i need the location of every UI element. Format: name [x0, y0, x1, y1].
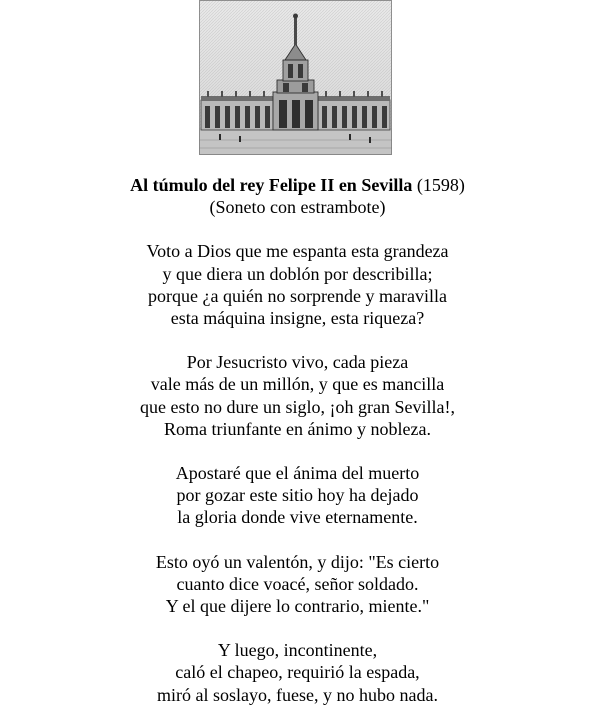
stanza-4: [0, 551, 595, 618]
verse-line: Y luego, incontinente,: [217, 640, 378, 661]
verse-line: vale más de un millón, y que es mancilla: [150, 374, 445, 395]
verse-line: cuanto dice voacé, señor soldado.: [176, 573, 419, 594]
verse-line: por gozar este sitio hoy ha dejado: [176, 485, 419, 506]
verse-line: la gloria donde vive eternamente.: [177, 507, 418, 528]
verse-line: Por Jesucristo vivo, cada pieza: [186, 352, 409, 373]
verse-line: Apostaré que el ánima del muerto: [175, 463, 420, 484]
verse-line: Esto oyó un valentón, y dijo: "Es cierto: [155, 551, 440, 572]
verse-line: Voto a Dios que me espanta esta grandeza: [146, 241, 449, 262]
stanza-1: [0, 240, 595, 329]
verse-line: caló el chapeo, requirió la espada,: [175, 662, 420, 683]
engraving-image: [199, 0, 392, 155]
poem-year: (1598): [416, 175, 465, 195]
stanza-2: [0, 351, 595, 440]
verse-line: miró al soslayo, fuese, y no hubo nada.: [157, 684, 438, 705]
stanza-estrambote: [0, 639, 595, 706]
verse-line: que esto no dure un siglo, ¡oh gran Sevilla!,: [140, 396, 455, 417]
poem-title: [0, 174, 595, 196]
verse-line: esta máquina insigne, esta riqueza?: [170, 308, 425, 329]
verse-line: Y el que dijere lo contrario, miente.": [165, 596, 430, 617]
stanza-3: [0, 462, 595, 529]
poem-title-text: Al túmulo del rey Felipe II en Sevilla: [130, 175, 413, 195]
verse-line: porque ¿a quién no sorprende y maravilla: [148, 285, 447, 306]
verse-line: Roma triunfante en ánimo y nobleza.: [164, 418, 431, 439]
poem-subtitle: (Soneto con estrambote): [209, 197, 386, 218]
verse-line: y que diera un doblón por describilla;: [162, 263, 433, 284]
poem: [0, 174, 595, 706]
engraving-tumulo-icon: [199, 0, 392, 155]
